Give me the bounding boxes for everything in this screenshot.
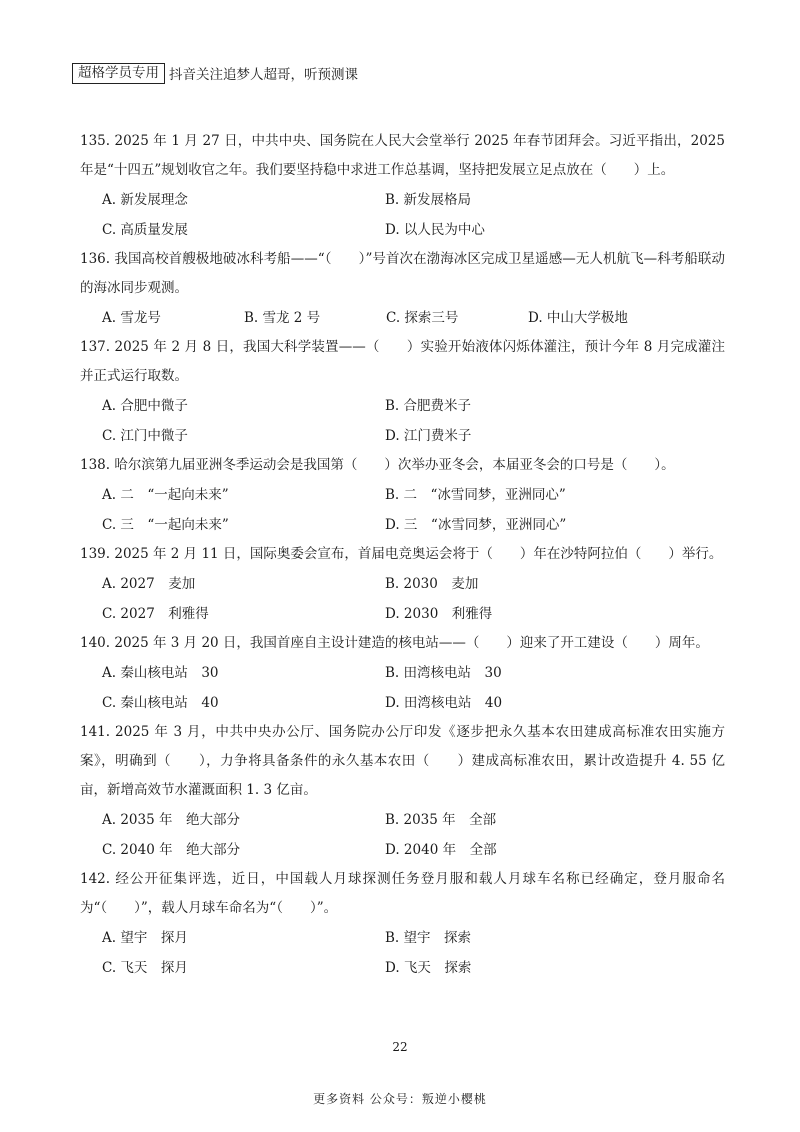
option-row [80, 510, 725, 540]
option-row [80, 480, 725, 510]
option-a: A. 新发展理念 [102, 192, 188, 208]
option-b: B. 新发展格局 [385, 192, 472, 208]
option-row [80, 658, 725, 688]
option-c: C. 高质量发展 [102, 222, 188, 238]
option-b: B. 2035 年 全部 [385, 812, 497, 828]
option-d: D. 中山大学极地 [528, 310, 628, 326]
question-stem: 137. 2025 年 2 月 8 日，我国大科学装置——（ ）实验开始液体闪烁体灌注，预计今年 8 月完成灌注并正式运行取数。 [80, 339, 725, 384]
option-a: A. 二 “一起向未来” [102, 487, 229, 503]
student-badge: 超格学员专用 [72, 63, 165, 84]
header [72, 63, 358, 83]
option-d: D. 2030 利雅得 [385, 606, 493, 622]
option-d: D. 江门费米子 [385, 428, 472, 444]
option-c: C. 江门中微子 [102, 428, 188, 444]
option-a: A. 2035 年 绝大部分 [102, 812, 240, 828]
option-row [80, 569, 725, 599]
option-a: A. 秦山核电站 30 [102, 665, 219, 681]
option-a: A. 望宇 探月 [102, 930, 188, 946]
header-note: 抖音关注追梦人超哥，听预测课 [169, 67, 358, 83]
option-row [80, 835, 725, 865]
option-row [80, 688, 725, 718]
question-stem: 142. 经公开征集评选，近日，中国载人月球探测任务登月服和载人月球车名称已经确定，登月服命名为“（ ）”，载人月球车命名为“（ ）”。 [80, 871, 725, 916]
option-b: B. 望宇 探索 [385, 930, 472, 946]
option-row [80, 303, 725, 333]
question-stem: 140. 2025 年 3 月 20 日，我国首座自主设计建造的核电站——（ ）迎来了开工建设（ ）周年。 [80, 635, 709, 651]
question-stem: 139. 2025 年 2 月 11 日，国际奥委会宣布，首届电竞奥运会将于（ ）年在沙特阿拉伯（ ）举行。 [80, 546, 723, 562]
option-c: C. 三 “一起向未来” [102, 517, 229, 533]
option-row [80, 421, 725, 451]
option-row [80, 185, 725, 215]
question-list [80, 127, 725, 983]
option-b: B. 田湾核电站 30 [385, 665, 502, 681]
option-b: B. 2030 麦加 [385, 576, 479, 592]
option-b: B. 雪龙 2 号 [244, 310, 321, 326]
option-row [80, 391, 725, 421]
option-d: D. 三 “冰雪同梦，亚洲同心” [385, 517, 567, 533]
option-d: D. 以人民为中心 [385, 222, 485, 238]
question-stem: 135. 2025 年 1 月 27 日，中共中央、国务院在人民大会堂举行 2025 年春节团拜会。习近平指出，2025 年是“十四五”规划收官之年。我们要坚持稳中求进工作总基调，坚持把发展立足点放在（ ）上。 [80, 133, 725, 178]
option-d: D. 飞天 探索 [385, 960, 472, 976]
option-c: C. 秦山核电站 40 [102, 695, 219, 711]
option-a: A. 雪龙号 [102, 310, 161, 326]
option-a: A. 2027 麦加 [102, 576, 196, 592]
option-b: B. 合肥费米子 [385, 398, 472, 414]
option-b: B. 二 “冰雪同梦，亚洲同心” [385, 487, 566, 503]
option-row [80, 599, 725, 629]
option-d: D. 田湾核电站 40 [385, 695, 503, 711]
question-stem: 136. 我国高校首艘极地破冰科考船——“（ ）”号首次在渤海冰区完成卫星遥感—无人机航飞—科考船联动的海冰同步观测。 [80, 251, 725, 296]
option-row [80, 953, 725, 983]
page-number: 22 [392, 1040, 408, 1054]
option-d: D. 2040 年 全部 [385, 842, 497, 858]
question-stem: 138. 哈尔滨第九届亚洲冬季运动会是我国第（ ）次举办亚冬会，本届亚冬会的口号是（ ）。 [80, 457, 675, 473]
option-c: C. 2040 年 绝大部分 [102, 842, 241, 858]
option-row [80, 805, 725, 835]
question-stem: 141. 2025 年 3 月，中共中央办公厅、国务院办公厅印发《逐步把永久基本农田建成高标准农田实施方案》，明确到（ ），力争将具备条件的永久基本农田（ ）建成高标准农田，累计改造提升 4. 55 亿亩，新增高效节水灌溉面积 1. 3 亿亩。 [80, 724, 725, 798]
option-c: C. 飞天 探月 [102, 960, 188, 976]
option-c: C. 探索三号 [386, 310, 459, 326]
option-a: A. 合肥中微子 [102, 398, 188, 414]
option-row [80, 215, 725, 245]
option-c: C. 2027 利雅得 [102, 606, 209, 622]
option-row [80, 923, 725, 953]
footer-note: 更多资料 公众号：叛逆小樱桃 [313, 1092, 487, 1106]
